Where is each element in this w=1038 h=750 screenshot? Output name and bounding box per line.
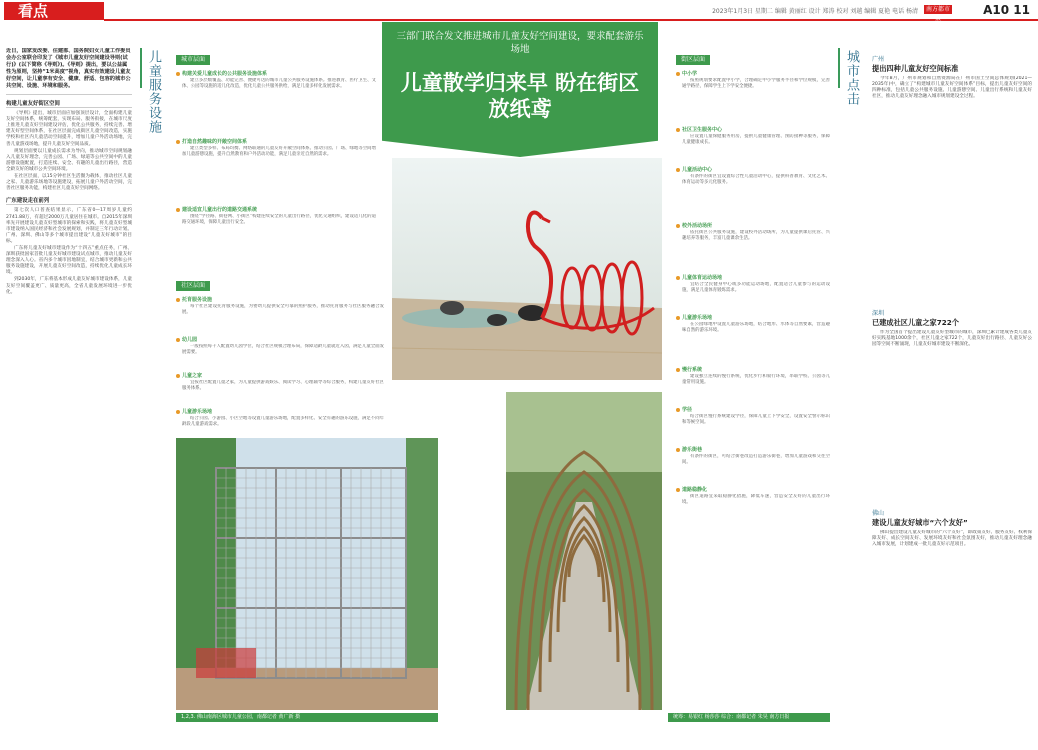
body-paragraph: 一般按照每千人配置幼儿园学位，结合社区规模合理布局，保障适龄儿童就近入园，满足儿童全面发展需要。 bbox=[182, 344, 384, 355]
bullet-icon bbox=[676, 448, 680, 452]
item-heading bbox=[676, 366, 702, 373]
body-paragraph: 第七次人口普查结果显示，广东省0—17周岁儿童约2741.88万，有超过2000万儿童居住在城市。自2015年深圳率先开展建设儿童友好型城市的探索和实践，将儿童友好型城市建设纳入国民经济和社会发展规划，并制定三年行动计划。广州、深圳、佛山等多个城市提出建设“儿童友好城市”的目标。 bbox=[6, 208, 132, 244]
item-title: 学径 bbox=[682, 407, 693, 413]
item-heading bbox=[176, 70, 267, 77]
divider bbox=[838, 48, 840, 88]
item-body bbox=[682, 78, 830, 90]
item-body bbox=[182, 214, 376, 226]
item-body bbox=[682, 494, 830, 506]
item-body bbox=[682, 374, 830, 386]
item-heading bbox=[676, 126, 722, 133]
item-body bbox=[182, 344, 384, 356]
photo-caption: 1,2,3. 佛山南海区城市儿童公园，南都记者 黄广新 摄 bbox=[176, 713, 438, 722]
body-paragraph: 在社区层面，以15分钟社区生活圈为载体，推动社区儿童之家、儿童游乐场地等设施建设，拓展儿童户外活动空间，完善社区服务功能，构建社区儿童友好空间网络。 bbox=[6, 174, 132, 192]
header-badge: 南方都市报 bbox=[925, 6, 950, 22]
bullet-icon bbox=[176, 72, 180, 76]
item-title: 中小学 bbox=[682, 71, 698, 77]
subhead: 广东建设走在前列 bbox=[6, 198, 132, 205]
section-title: 建设儿童友好城市“六个友好” bbox=[872, 518, 968, 527]
item-body bbox=[682, 454, 830, 466]
item-heading bbox=[676, 274, 722, 281]
item-title: 打造自然趣味的开敞空间体系 bbox=[182, 139, 248, 145]
main-headline: 儿童散学归来早 盼在街区放纸鸢 bbox=[400, 71, 640, 121]
header-rule bbox=[104, 19, 1038, 21]
divider bbox=[140, 48, 142, 88]
body-paragraph: 街区道路宜采取稳静化措施，降低车速，营造安全友好的儿童出行环境。 bbox=[682, 494, 830, 505]
body-paragraph: 《导则》提出，城市层面应加强顶层设计，全面构建儿童友好空间体系，统筹配套，实现布局、服务衔接，在城市尺度上推进儿童友好空间建设评估，优化公共服务，持续完善、增建友好型空间体系，在社区层面完成街区儿童空间改造，实施学校和社区内儿童活动空间提升，增加儿童户外活动场地，完善儿童游戏场地，提升儿童友好空间品质。 bbox=[6, 111, 132, 147]
item-heading bbox=[176, 408, 212, 415]
body-paragraph: 按照规划要求配置中小学，合理确定中小学服务半径和学位规模，完善通学路径，保障学生上下学安全便捷。 bbox=[682, 78, 830, 89]
bullet-icon bbox=[676, 488, 680, 492]
bullet-icon bbox=[676, 276, 680, 280]
item-title: 儿童体育运动场地 bbox=[682, 275, 723, 281]
tag-city-level: 城市层面 bbox=[176, 55, 210, 65]
section-title: 提出四种儿童友好空间标准 bbox=[872, 64, 959, 73]
body-paragraph: 广东将儿童友好城市建设作为“十四五”重点任务，广州、深圳获批国家首批儿童友好城市建设试点城市，推动儿童友好理念深入人心。省内多个城市因地制宜，结合城市更新和公共服务设施建设，开展儿童友好空间改造，持续优化儿童成长环境。 bbox=[6, 245, 132, 276]
item-title: 校外活动场所 bbox=[682, 223, 713, 229]
item-title: 儿童游乐场地 bbox=[182, 409, 213, 415]
item-heading bbox=[176, 206, 257, 213]
body-paragraph: 建设独立连续的慢行系统，优化步行和骑行环境，串联学校、公园等儿童常用设施。 bbox=[682, 374, 830, 385]
item-title: 慢行系统 bbox=[682, 367, 703, 373]
shenzhen-body bbox=[872, 330, 1032, 496]
item-title: 构建关爱儿童成长的公共服务设施体系 bbox=[182, 71, 268, 77]
deck-headline: 三部门联合发文推进城市儿童友好空间建设，要求配套游乐场地 bbox=[396, 31, 644, 55]
item-title: 社区卫生服务中心 bbox=[682, 127, 723, 133]
body-paragraph: 依托街区公共服务设施，建设校外活动场所，为儿童提供课后托管、兴趣培养等服务，丰富儿童课余生活。 bbox=[682, 230, 830, 241]
body-paragraph: 每个社区建设托育服务设施，为婴幼儿提供安全可靠的照护服务，推动托育服务与社区服务融合发展。 bbox=[182, 304, 384, 315]
body-paragraph: 在公园绿地中设置儿童游乐场地，结合地形、水体等自然要素，营造趣味自然的游乐环境。 bbox=[682, 322, 830, 333]
bullet-icon bbox=[676, 224, 680, 228]
item-heading bbox=[176, 372, 202, 379]
bullet-icon bbox=[676, 168, 680, 172]
item-body bbox=[682, 134, 830, 146]
body-paragraph: 宜按社区配置儿童之家，为儿童提供游戏娱乐、阅读学习、心理辅导等综合服务，构建儿童友好社区服务体系。 bbox=[182, 380, 384, 391]
item-title: 儿童游乐场地 bbox=[682, 315, 713, 321]
city-name-guangzhou: 广州 bbox=[872, 56, 885, 63]
item-body bbox=[682, 230, 830, 242]
subhead: 构建儿童友好街区空间 bbox=[6, 101, 132, 108]
item-heading bbox=[676, 70, 697, 77]
item-heading bbox=[676, 222, 712, 229]
body-paragraph: 围绕“学径路、街巷网、小街区”构建连续安全的儿童出行路径，优化交通组织，建设适儿化的道路交通环境，保障儿童出行安全。 bbox=[182, 214, 376, 225]
body-paragraph: 作为全国首个提出建设儿童友好型城市的城市，深圳已累计建成各类儿童友好实践基地1000余个，社区儿童之家722个，儿童友好出行路径、儿童友好公园等空间不断涌现，儿童友好城市建设不断深化。 bbox=[872, 330, 1032, 348]
bullet-icon bbox=[676, 408, 680, 412]
section-tab: 看点 bbox=[4, 2, 104, 20]
bullet-icon bbox=[676, 316, 680, 320]
city-name-foshan: 佛山 bbox=[872, 510, 885, 517]
item-title: 托育服务设施 bbox=[182, 297, 213, 303]
item-body bbox=[182, 416, 384, 428]
body-paragraph: 结合公园、小游园、小区空地等设置儿童游乐场地，配置多样化、安全有趣的游乐设施，满足不同年龄段儿童游戏需求。 bbox=[182, 416, 384, 427]
item-heading bbox=[676, 486, 707, 493]
foshan-body bbox=[872, 530, 1032, 738]
item-body bbox=[682, 322, 830, 334]
page-number: A10 11 bbox=[983, 3, 1030, 17]
item-title: 道路稳静化 bbox=[682, 487, 708, 493]
section-title: 已建成社区儿童之家722个 bbox=[872, 318, 959, 327]
item-heading bbox=[176, 336, 197, 343]
item-body bbox=[182, 304, 384, 316]
vertical-label: 儿童服务设施 bbox=[146, 50, 161, 134]
lead-paragraph: 近日，国家发改委、住建部、国务院妇女儿童工作委员会办公室联合印发了《城市儿童友好空间建设导则(试行)》(以下简称《导则》)。《导则》提出，要以公益属性为原则，坚持“1米高度”视角，真实有效建设儿童友好空间，让儿童享有安全、健康、舒适、包容的城市公共空间、设施、环境和服务。 bbox=[6, 48, 132, 95]
item-heading bbox=[676, 446, 702, 453]
bullet-icon bbox=[176, 338, 180, 342]
bullet-icon bbox=[176, 298, 180, 302]
photo-climbing-tower bbox=[176, 438, 438, 710]
item-body bbox=[682, 174, 830, 186]
body-paragraph: 结合街区慢行系统建设学径，保障儿童上下学安全，设置安全警示标识和等候空间。 bbox=[682, 414, 830, 425]
body-paragraph: 建立多层级覆盖、功能完善、便捷可达的城市儿童公共服务设施体系。推进教育、医疗卫生、文体、公园等设施的适儿化改造，优化儿童公共服务供给，满足儿童多样化发展需求。 bbox=[182, 78, 376, 89]
body-paragraph: 应设置儿童保健服务用房，提供儿童健康管理、预防接种等服务，保障儿童健康成长。 bbox=[682, 134, 830, 145]
body-paragraph: 到2030年，广东将基本形成儿童友好城市建设体系，儿童友好空间覆盖更广、质量更高，全省儿童发展环境进一步优化。 bbox=[6, 277, 132, 295]
item-title: 幼儿园 bbox=[182, 337, 198, 343]
bullet-icon bbox=[176, 140, 180, 144]
item-heading bbox=[676, 406, 692, 413]
body-paragraph: 有条件的街区，可结合街巷改造打造游乐街巷，增加儿童游戏和交往空间。 bbox=[682, 454, 830, 465]
item-title: 儿童之家 bbox=[182, 373, 203, 379]
photo-swan-sculpture bbox=[392, 158, 662, 380]
body-paragraph: 有条件的街区宜设置综合性儿童活动中心，提供科普教育、文化艺术、体育运动等多元化服务。 bbox=[682, 174, 830, 185]
item-heading bbox=[676, 166, 712, 173]
bullet-icon bbox=[176, 208, 180, 212]
body-paragraph: 今年8月，广州市规划和自然资源局在广州市国土空间总体规划(2021—2035年)中，确立了“构建城市儿童友好空间体系”目标，提出儿童友好空间的四种标准，包括儿童公共服务设施、儿童游憩空间、儿童出行系统和儿童友好社区，推动儿童友好理念融入城市规划建设全过程。 bbox=[872, 76, 1032, 100]
tag-street-level: 街区层面 bbox=[676, 55, 710, 65]
photo-tunnel bbox=[506, 392, 662, 710]
item-body bbox=[182, 78, 376, 90]
bullet-icon bbox=[676, 72, 680, 76]
item-title: 游乐街巷 bbox=[682, 447, 703, 453]
page-header bbox=[0, 0, 1038, 22]
bullet-icon bbox=[176, 410, 180, 414]
item-title: 儿童活动中心 bbox=[682, 167, 713, 173]
item-body bbox=[682, 282, 830, 294]
left-column bbox=[6, 48, 132, 738]
body-paragraph: 规划层面要以儿童成长需求为导向，推动城市空间规划融入儿童友好理念，完善公园、广场、绿道等公共空间中的儿童游憩设施配置，打造连续、安全、有趣的儿童出行路径，营造全龄友好的城市公共空间环境。 bbox=[6, 148, 132, 172]
item-heading bbox=[176, 296, 212, 303]
item-body bbox=[182, 380, 384, 392]
body-paragraph: 佛山提出建设儿童友好城市的“六个友好”，即政策友好、服务友好、权利保障友好、成长空间友好、发展环境友好和社会氛围友好，推动儿童友好理念融入城市发展，计划建成一批儿童友好示范项目。 bbox=[872, 530, 1032, 548]
tag-community-level: 社区层面 bbox=[176, 281, 210, 291]
item-body bbox=[682, 414, 830, 426]
item-body bbox=[182, 146, 376, 158]
bullet-icon bbox=[176, 374, 180, 378]
item-title: 建设适宜儿童出行的道路交通系统 bbox=[182, 207, 258, 213]
body-paragraph: 宜结合全民健身中心或多功能运动场地，配置适合儿童参与的运动设施，满足儿童体育锻炼需求。 bbox=[682, 282, 830, 293]
bullet-icon bbox=[676, 368, 680, 372]
guangzhou-body bbox=[872, 76, 1032, 294]
item-heading bbox=[676, 314, 712, 321]
vertical-label: 城市点击 bbox=[844, 50, 859, 106]
credit-caption: 统筹：易银红 杨莎莎 综合：南都记者 朱昊 南方日报 bbox=[668, 713, 830, 722]
item-heading bbox=[176, 138, 247, 145]
city-name-shenzhen: 深圳 bbox=[872, 310, 885, 317]
body-paragraph: 建立类型多样、布局均衡、网络联通的儿童友好开敞空间体系。推动公园、广场、绿地等空间增加儿童游憩设施，提升自然教育和户外活动功能，满足儿童亲近自然的需求。 bbox=[182, 146, 376, 157]
bullet-icon bbox=[676, 128, 680, 132]
header-meta: 2023年1月3日 星期二 编辑 黄丽红 设计 郑涛 校对 刘越 编辑 夏艳 电话 杨清 bbox=[712, 8, 918, 15]
